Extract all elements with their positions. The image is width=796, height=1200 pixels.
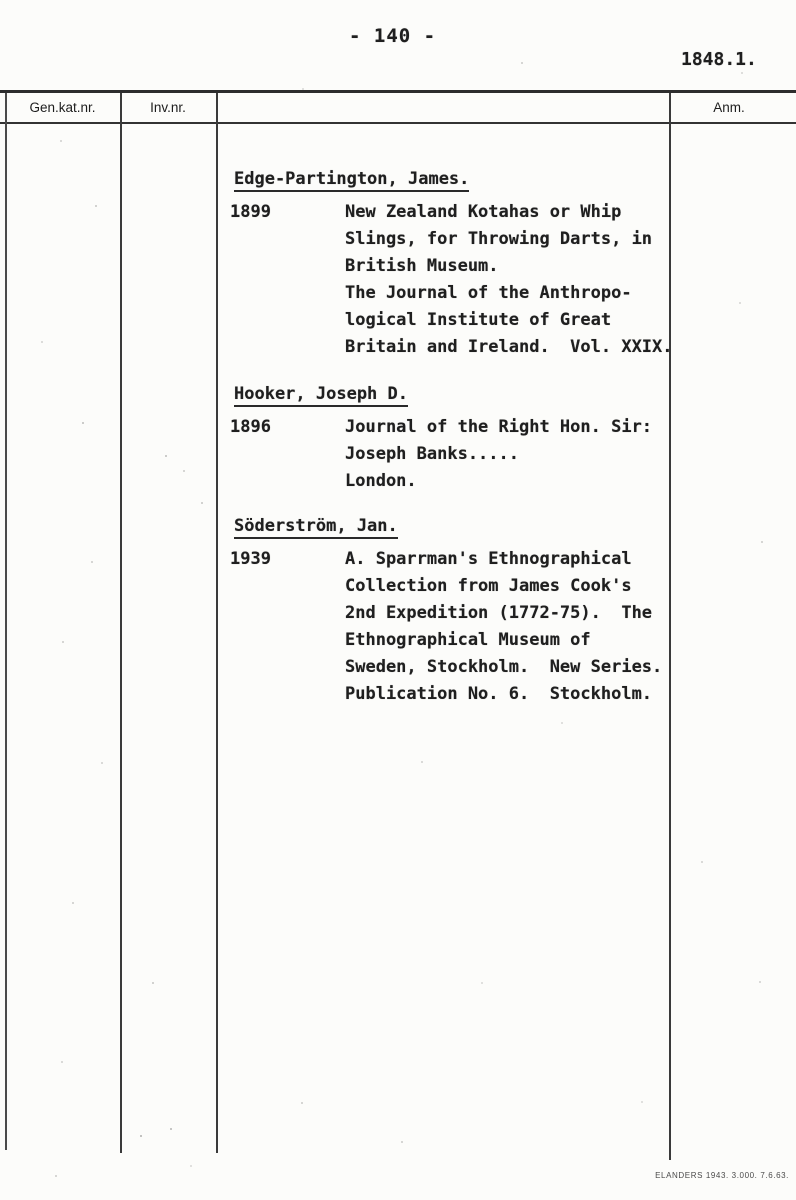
- table-left-border: [5, 93, 7, 1150]
- entry-line: logical Institute of Great: [345, 310, 612, 330]
- entry-description: [345, 414, 690, 495]
- printer-imprint: ELANDERS 1943. 3.000. 7.6.63.: [655, 1171, 789, 1180]
- entry-line: London.: [345, 471, 417, 491]
- entry-line: Journal of the Right Hon. Sir:: [345, 417, 653, 437]
- entry-description: [345, 546, 690, 708]
- entry-year: 1896: [230, 417, 271, 437]
- scan-noise: [0, 0, 2, 2]
- column-header-anm: Anm.: [713, 99, 745, 115]
- entry-line: 2nd Expedition (1772-75). The: [345, 603, 653, 623]
- entry-author: Edge-Partington, James.: [234, 169, 469, 192]
- entry-line: Joseph Banks.....: [345, 444, 519, 464]
- entry-line: The Journal of the Anthropo-: [345, 283, 632, 303]
- column-divider-genkat-inv: [120, 93, 122, 1153]
- page-number: - 140 -: [349, 25, 437, 47]
- catalog-entry: [230, 516, 690, 708]
- entry-description: [345, 199, 690, 361]
- catalog-entry: [230, 384, 690, 495]
- column-header-inv-nr: Inv.nr.: [150, 99, 186, 115]
- entry-line: Slings, for Throwing Darts, in: [345, 229, 653, 249]
- entry-line: Sweden, Stockholm. New Series.: [345, 657, 663, 677]
- entry-line: British Museum.: [345, 256, 499, 276]
- entry-line: New Zealand Kotahas or Whip: [345, 202, 622, 222]
- catalog-entry: [230, 169, 690, 361]
- entry-line: Collection from James Cook's: [345, 576, 632, 596]
- column-header-gen-kat-nr: Gen.kat.nr.: [29, 99, 96, 115]
- entry-author: Söderström, Jan.: [234, 516, 398, 539]
- entry-author: Hooker, Joseph D.: [234, 384, 408, 407]
- entry-line: Publication No. 6. Stockholm.: [345, 684, 653, 704]
- entry-line: Britain and Ireland. Vol. XXIX.: [345, 337, 673, 357]
- entry-year: 1939: [230, 549, 271, 569]
- collection-number: 1848.1.: [681, 49, 757, 70]
- entry-line: A. Sparrman's Ethnographical: [345, 549, 632, 569]
- entry-year: 1899: [230, 202, 271, 222]
- entry-line: Ethnographical Museum of: [345, 630, 591, 650]
- column-divider-inv-main: [216, 93, 218, 1153]
